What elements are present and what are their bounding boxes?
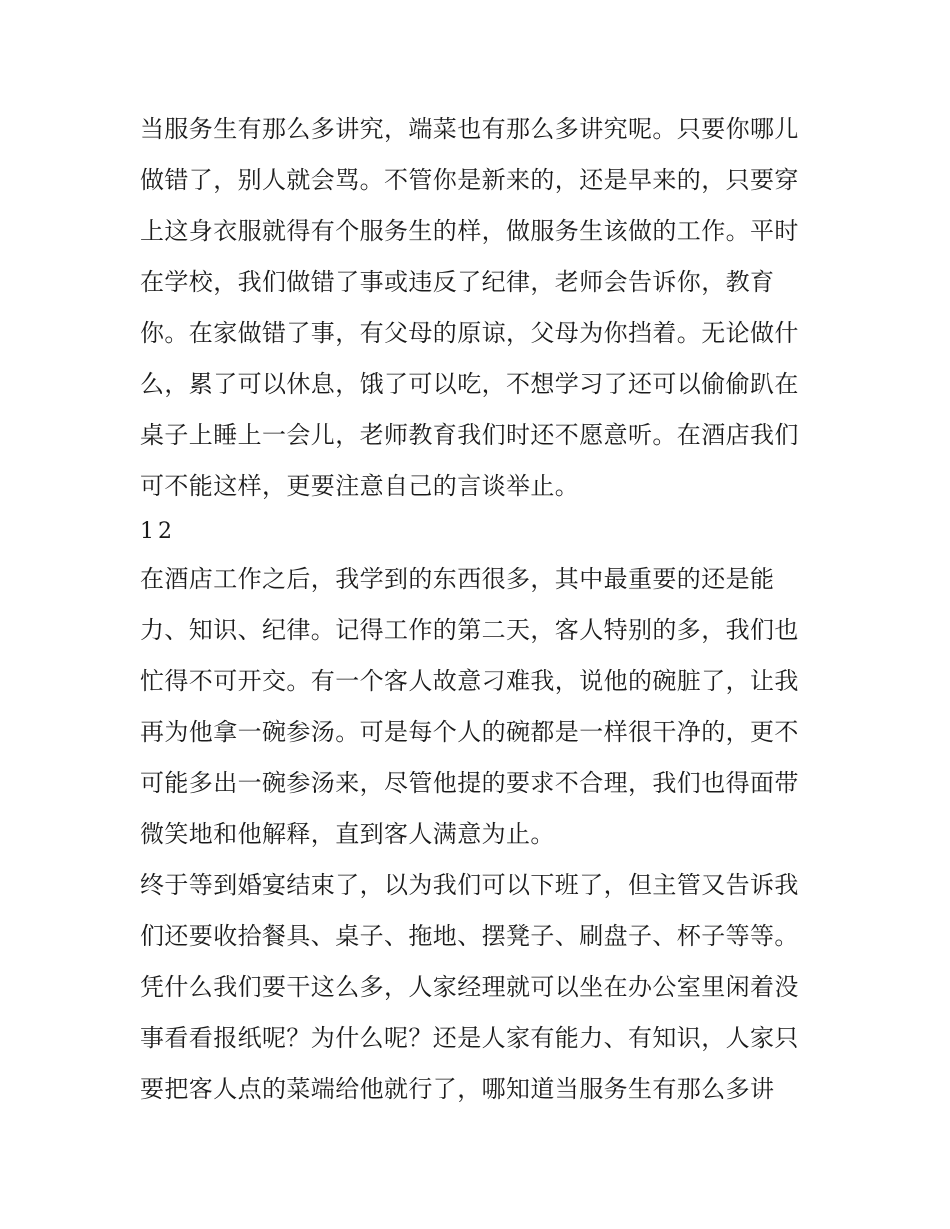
body-paragraphs [140,554,820,1115]
section-number-text: 12 [140,519,176,544]
text-line: 微笑地和他解释，直到客人满意为止。 [140,820,555,848]
text-line: 桌子上睡上一会儿，老师教育我们时还不愿意听。在酒店我们 [140,421,799,449]
text-line: 当服务生有那么多讲究，端菜也有那么多讲究呢。只要你哪儿 [140,115,799,143]
text-line: 力、知识、纪律。记得工作的第二天，客人特别的多，我们也 [140,616,799,644]
text-line: 凭什么我们要干这么多，人家经理就可以坐在办公室里闲着没 [140,973,799,1001]
paragraph-continued [140,104,820,512]
text-line: 么，累了可以休息，饿了可以吃，不想学习了还可以偷偷趴在 [140,370,799,398]
text-line: 事看看报纸呢？为什么呢？还是人家有能力、有知识，人家只 [140,1024,799,1052]
text-line: 在学校，我们做错了事或违反了纪律，老师会告诉你，教育 [140,268,775,296]
text-line: 你。在家做错了事，有父母的原谅，父母为你挡着。无论做什 [140,319,799,347]
text-line: 要把客人点的菜端给他就行了，哪知道当服务生有那么多讲 [140,1075,775,1103]
text-line: 终于等到婚宴结束了，以为我们可以下班了，但主管又告诉我 [140,871,799,899]
text-line: 上这身衣服就得有个服务生的样，做服务生该做的工作。平时 [140,217,799,245]
text-line: 做错了，别人就会骂。不管你是新来的，还是早来的，只要穿 [140,166,799,194]
text-line: 们还要收拾餐具、桌子、拖地、摆凳子、刷盘子、杯子等等。 [140,922,799,950]
section-number [140,506,820,557]
text-line: 可不能这样，更要注意自己的言谈举止。 [140,472,580,500]
text-line: 忙得不可开交。有一个客人故意刁难我，说他的碗脏了，让我 [140,667,799,695]
text-line: 可能多出一碗参汤来，尽管他提的要求不合理，我们也得面带 [140,769,799,797]
text-line: 再为他拿一碗参汤。可是每个人的碗都是一样很干净的，更不 [140,718,799,746]
text-line: 在酒店工作之后，我学到的东西很多，其中最重要的还是能 [140,565,775,593]
